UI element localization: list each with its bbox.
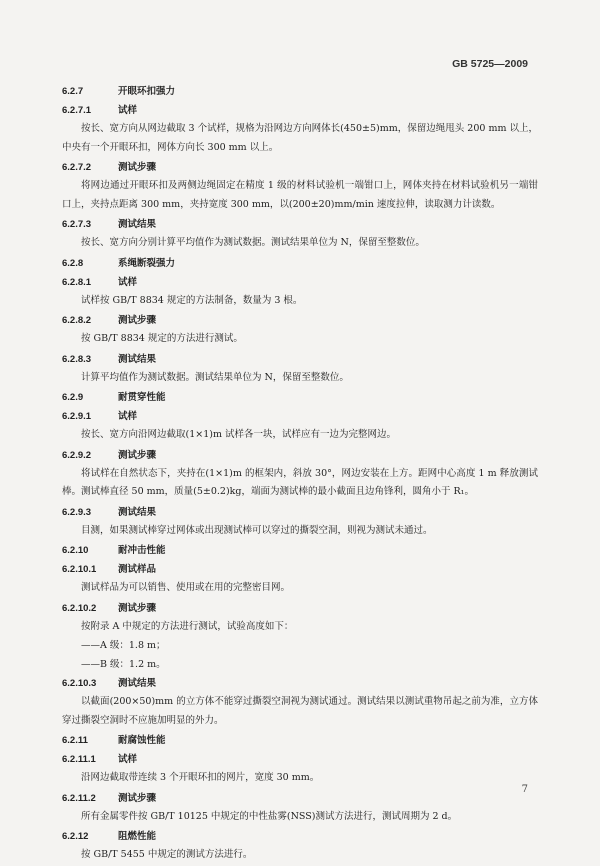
section-title: 测试步骤 — [118, 315, 157, 326]
section-title: 耐腐蚀性能 — [118, 735, 166, 746]
section-number: 6.2.8.2 — [62, 315, 92, 326]
section-title: 测试结果 — [118, 353, 157, 365]
paragraph: 按 GB/T 5455 中规定的测试方法进行。 — [81, 849, 253, 860]
section-title: 开眼环扣强力 — [118, 86, 176, 97]
section-title: 测试样品 — [118, 564, 157, 575]
section-title: 阻燃性能 — [118, 831, 157, 842]
section-title: 试样 — [118, 276, 138, 288]
paragraph: 按附录 A 中规定的方法进行测试，试验高度如下： — [81, 620, 294, 632]
section-title: 试样 — [118, 754, 138, 765]
section-number: 6.2.10.2 — [62, 602, 97, 614]
section-title: 测试结果 — [118, 219, 157, 230]
section-heading — [62, 503, 538, 522]
section-heading — [62, 789, 538, 808]
section-title: 测试步骤 — [118, 602, 157, 614]
section-title: 耐冲击性能 — [118, 545, 166, 556]
section-number: 6.2.11 — [62, 735, 88, 746]
section-heading — [62, 674, 538, 693]
section-heading — [62, 827, 538, 846]
section-title: 测试结果 — [118, 678, 157, 689]
paragraph: 沿网边截取带连续 3 个开眼环扣的网片，宽度 30 mm。 — [81, 772, 320, 783]
section-number: 6.2.10.1 — [62, 564, 97, 575]
section-number: 6.2.9.3 — [62, 506, 92, 518]
section-heading — [62, 254, 538, 273]
standard-code: GB 5725—2009 — [452, 58, 528, 70]
paragraph: 所有金属零件按 GB/T 10125 中规定的中性盐雾(NSS)测试方法进行，测试周期为 2 d。 — [81, 810, 458, 822]
section-heading — [62, 446, 538, 465]
section-number: 6.2.7.1 — [62, 105, 92, 116]
list-item: ——A 级：1.8 m； — [81, 640, 166, 651]
section-number: 6.2.10.3 — [62, 678, 97, 689]
section-heading — [62, 599, 538, 618]
paragraph: 按长、宽方向沿网边截取(1×1)m 试样各一块，试样应有一边为完整网边。 — [81, 429, 396, 440]
section-heading — [62, 731, 538, 750]
page-number: 7 — [521, 784, 528, 795]
paragraph: 将网边通过开眼环扣及两侧边绳固定在精度 1 级的材料试验机一端钳口上，网体夹持在材料试验机另一端钳口上，夹持点距离 300 mm，夹持宽度 300 mm，以(200±20)mm/min 速度拉伸，读取测力计读数。 — [62, 180, 538, 210]
section-number: 6.2.11.1 — [62, 754, 96, 765]
section-title: 系绳断裂强力 — [118, 257, 176, 269]
section-number: 6.2.12 — [62, 831, 89, 842]
section-heading — [62, 273, 538, 292]
paragraph: 按长、宽方向分别计算平均值作为测试数据。测试结果单位为 N，保留至整数位。 — [81, 237, 425, 248]
section-number: 6.2.8.3 — [62, 353, 92, 365]
section-title: 测试步骤 — [118, 449, 157, 461]
section-title: 试样 — [118, 105, 138, 116]
document-body — [62, 82, 538, 866]
section-number: 6.2.9 — [62, 392, 84, 403]
paragraph: 以截面(200×50)mm 的立方体不能穿过撕裂空洞视为测试通过。测试结果以测试重物吊起之前为准，立方体穿过撕裂空洞时不应施加明显的外力。 — [62, 696, 538, 726]
section-heading — [62, 158, 538, 177]
section-heading — [62, 407, 538, 426]
section-number: 6.2.10 — [62, 545, 89, 556]
paragraph: 试样按 GB/T 8834 规定的方法制备，数量为 3 根。 — [81, 294, 303, 306]
section-heading — [62, 101, 538, 120]
section-number: 6.2.11.2 — [62, 792, 96, 804]
section-title: 测试步骤 — [118, 792, 157, 804]
paragraph: 目测，如果测试棒穿过网体或出现测试棒可以穿过的撕裂空洞，则视为测试未通过。 — [81, 524, 433, 536]
section-number: 6.2.9.2 — [62, 449, 92, 461]
section-heading — [62, 560, 538, 579]
section-heading — [62, 82, 538, 101]
section-heading — [62, 311, 538, 330]
section-title: 耐贯穿性能 — [118, 392, 166, 403]
paragraph: 按长、宽方向从网边截取 3 个试样，规格为沿网边方向网体长(450±5)mm，保留边绳甩头 200 mm 以上，中央有一个开眼环扣，网体方向长 300 mm 以上。 — [62, 123, 538, 153]
section-heading — [62, 388, 538, 407]
section-heading — [62, 750, 538, 769]
section-title: 测试结果 — [118, 506, 157, 518]
paragraph: 测试样品为可以销售、使用或在用的完整密目网。 — [81, 582, 291, 593]
paragraph: 按 GB/T 8834 规定的方法进行测试。 — [81, 333, 243, 344]
section-title: 测试步骤 — [118, 162, 157, 173]
section-heading — [62, 350, 538, 369]
section-number: 6.2.7.3 — [62, 219, 92, 230]
paragraph: 将试样在自然状态下，夹持在(1×1)m 的框架内，斜放 30°，网边安装在上方。距网中心高度 1 m 释放测试棒。测试棒直径 50 mm，质量(5±0.2)kg，端面为测试棒的最小截面且边角锋利，圆角小于 R₁。 — [62, 467, 538, 497]
section-number: 6.2.8.1 — [62, 276, 92, 288]
paragraph: 计算平均值作为测试数据。测试结果单位为 N，保留至整数位。 — [81, 371, 349, 383]
section-number: 6.2.7 — [62, 86, 84, 97]
section-heading — [62, 541, 538, 560]
section-number: 6.2.8 — [62, 257, 84, 269]
section-number: 6.2.7.2 — [62, 162, 92, 173]
section-heading — [62, 215, 538, 234]
list-item: ——B 级：1.2 m。 — [81, 658, 166, 670]
section-number: 6.2.9.1 — [62, 411, 92, 422]
section-title: 试样 — [118, 411, 138, 422]
